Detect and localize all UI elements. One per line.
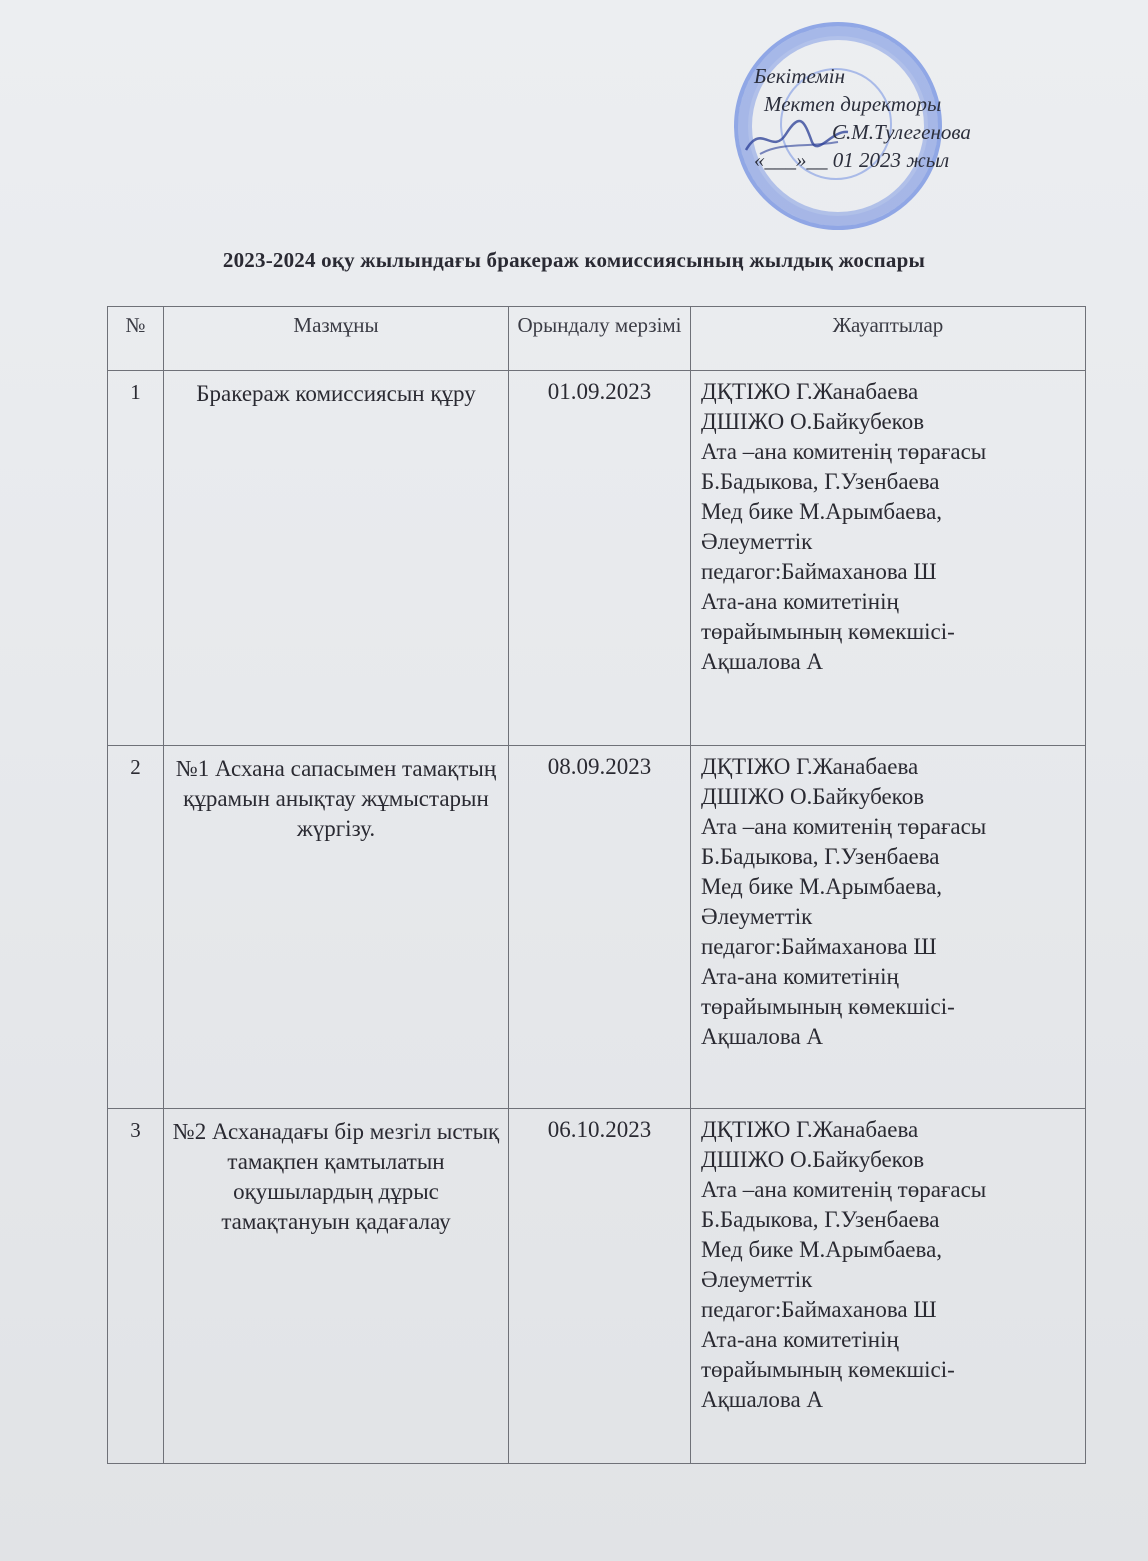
responsible-line: ДШІЖО О.Байкубеков — [701, 409, 925, 434]
table-row — [108, 1109, 1086, 1464]
table-row — [108, 371, 1086, 746]
table-header-row — [108, 307, 1086, 371]
row-content: №2 Асханадағы бір мезгіл ыстық тамақпен қамтылатын оқушылардың дұрыс тамақтануын қадағалау — [164, 1109, 509, 1464]
row-content: №1 Асхана сапасымен тамақтың құрамын анықтау жұмыстарын жүргізу. — [164, 746, 509, 1109]
header-date: Орындалу мерзімі — [509, 307, 691, 371]
responsible-line: Мед бике М.Арымбаева, — [701, 874, 943, 899]
responsible-line: Ақшалова А — [701, 1387, 824, 1412]
row-date: 01.09.2023 — [509, 371, 691, 746]
responsible-line: педагог:Баймаханова Ш — [701, 1297, 937, 1322]
responsible-line: Ата –ана комитенің төрағасы — [701, 439, 987, 464]
responsible-line: Мед бике М.Арымбаева, — [701, 499, 943, 524]
responsible-line: Ата-ана комитетінің — [701, 589, 899, 614]
row-responsible — [691, 371, 1086, 746]
row-num: 2 — [108, 746, 164, 1109]
approval-line-position: Мектеп директоры — [764, 92, 942, 116]
approval-line-date: «___»__ 01 2023 жыл — [754, 148, 950, 172]
responsible-line: педагог:Баймаханова Ш — [701, 934, 937, 959]
responsible-line: Ата-ана комитетінің — [701, 1327, 899, 1352]
responsible-line: Ақшалова А — [701, 649, 824, 674]
responsible-line: Ата –ана комитенің төрағасы — [701, 1177, 987, 1202]
responsible-line: Ата-ана комитетінің — [701, 964, 899, 989]
row-num: 3 — [108, 1109, 164, 1464]
responsible-line: төрайымының көмекшісі- — [701, 619, 955, 644]
header-content: Мазмұны — [164, 307, 509, 371]
table-row — [108, 746, 1086, 1109]
responsible-line: Мед бике М.Арымбаева, — [701, 1237, 943, 1262]
row-responsible — [691, 1109, 1086, 1464]
row-date: 06.10.2023 — [509, 1109, 691, 1464]
header-responsible: Жауаптылар — [691, 307, 1086, 371]
row-responsible — [691, 746, 1086, 1109]
responsible-line: Ата –ана комитенің төрағасы — [701, 814, 987, 839]
responsible-line: ДҚТІЖО Г.Жанабаева — [701, 754, 919, 779]
responsible-line: Б.Бадыкова, Г.Узенбаева — [701, 844, 940, 869]
plan-table — [107, 306, 1086, 1464]
responsible-line: Б.Бадыкова, Г.Узенбаева — [701, 1207, 940, 1232]
responsible-line: Әлеуметтік — [701, 529, 813, 554]
responsible-line: Әлеуметтік — [701, 904, 813, 929]
responsible-line: ДШІЖО О.Байкубеков — [701, 784, 925, 809]
approval-block — [754, 62, 1044, 174]
responsible-line: төрайымының көмекшісі- — [701, 1357, 955, 1382]
responsible-line: ДҚТІЖО Г.Жанабаева — [701, 379, 919, 404]
responsible-line: ДШІЖО О.Байкубеков — [701, 1147, 925, 1172]
responsible-line: Б.Бадыкова, Г.Узенбаева — [701, 469, 940, 494]
row-date: 08.09.2023 — [509, 746, 691, 1109]
approval-line-name: С.М.Тулегенова — [832, 120, 971, 144]
responsible-line: ДҚТІЖО Г.Жанабаева — [701, 1117, 919, 1142]
header-num: № — [108, 307, 164, 371]
responsible-line: педагог:Баймаханова Ш — [701, 559, 937, 584]
approval-line-approve: Бекітемін — [754, 64, 845, 88]
responsible-line: Әлеуметтік — [701, 1267, 813, 1292]
document-title: 2023-2024 оқу жылындағы бракераж комиссиясының жылдық жоспары — [222, 248, 926, 272]
responsible-line: төрайымының көмекшісі- — [701, 994, 955, 1019]
row-num: 1 — [108, 371, 164, 746]
responsible-line: Ақшалова А — [701, 1024, 824, 1049]
row-content: Бракераж комиссиясын құру — [164, 371, 509, 746]
